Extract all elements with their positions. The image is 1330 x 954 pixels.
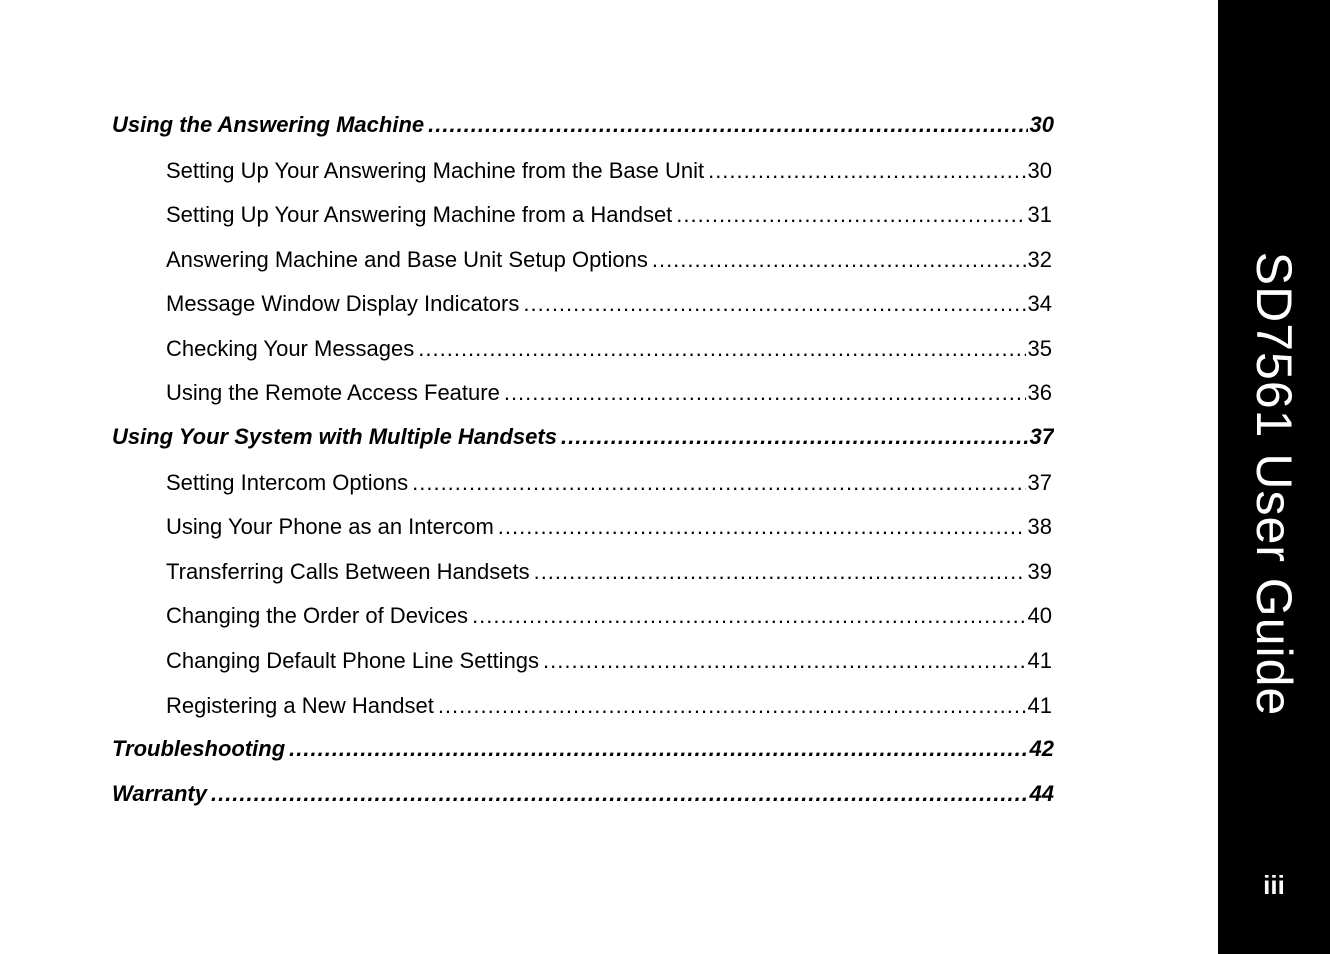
toc-entry-registering-handset[interactable] xyxy=(166,692,1052,720)
toc-entry-page: 30 xyxy=(1027,158,1052,183)
toc-entry-phone-as-intercom[interactable] xyxy=(166,513,1052,541)
toc-entry-page: 37 xyxy=(1027,470,1052,495)
toc-entry-troubleshooting[interactable] xyxy=(112,735,1054,763)
toc-entry-title: Setting Intercom Options xyxy=(166,470,409,495)
toc-entry-page: 35 xyxy=(1027,336,1052,361)
page-number: iii xyxy=(1263,870,1285,900)
toc-entry-page: 34 xyxy=(1027,291,1052,316)
dot-leader xyxy=(498,513,1026,541)
toc-entry-title: Registering a New Handset xyxy=(166,693,434,718)
dot-leader xyxy=(438,692,1026,720)
toc-entry-using-the-answering-machine[interactable] xyxy=(112,111,1054,139)
dot-leader xyxy=(412,469,1025,497)
toc-entry-title: Using the Answering Machine xyxy=(112,112,425,137)
toc-entry-title: Setting Up Your Answering Machine from the Base Unit xyxy=(166,158,705,183)
dot-leader xyxy=(428,111,1027,139)
dot-leader xyxy=(708,157,1025,185)
dot-leader xyxy=(652,246,1026,274)
toc-entry-page: 36 xyxy=(1027,380,1052,405)
toc-entry-title: Changing the Order of Devices xyxy=(166,603,469,628)
toc-entry-remote-access[interactable] xyxy=(166,379,1052,407)
dot-leader xyxy=(418,335,1025,363)
toc-entry-page: 39 xyxy=(1027,559,1052,584)
toc-entry-page: 31 xyxy=(1027,202,1052,227)
toc-entry-title: Using the Remote Access Feature xyxy=(166,380,500,405)
toc-entry-page: 37 xyxy=(1029,424,1054,449)
dot-leader xyxy=(289,735,1027,763)
toc-entry-warranty[interactable] xyxy=(112,780,1054,808)
toc-entry-title: Troubleshooting xyxy=(112,736,286,761)
toc-entry-title: Changing Default Phone Line Settings xyxy=(166,648,540,673)
toc-entry-title: Answering Machine and Base Unit Setup Options xyxy=(166,247,648,272)
toc-entry-default-line-settings[interactable] xyxy=(166,647,1052,675)
toc-entry-page: 38 xyxy=(1027,514,1052,539)
toc-entry-title: Message Window Display Indicators xyxy=(166,291,520,316)
toc-entry-title: Using Your System with Multiple Handsets xyxy=(112,424,557,449)
guide-title: SD7561 User Guide xyxy=(1246,251,1302,717)
toc-entry-title: Warranty xyxy=(112,781,207,806)
toc-entry-title: Transferring Calls Between Handsets xyxy=(166,559,530,584)
dot-leader xyxy=(211,780,1028,808)
toc-entry-setup-options[interactable] xyxy=(166,246,1052,274)
dot-leader xyxy=(534,558,1026,586)
toc-entry-page: 42 xyxy=(1029,736,1054,761)
toc-entry-setting-up-from-base-unit[interactable] xyxy=(166,157,1052,185)
toc-entry-page: 41 xyxy=(1027,693,1052,718)
toc-entry-page: 32 xyxy=(1027,247,1052,272)
dot-leader xyxy=(504,379,1026,407)
dot-leader xyxy=(676,201,1025,229)
toc-entry-page: 40 xyxy=(1027,603,1052,628)
dot-leader xyxy=(472,602,1025,630)
toc-entry-title: Checking Your Messages xyxy=(166,336,415,361)
toc-entry-page: 44 xyxy=(1029,781,1054,806)
toc-entry-transferring-calls[interactable] xyxy=(166,558,1052,586)
dot-leader xyxy=(561,423,1028,451)
toc-entry-page: 30 xyxy=(1029,112,1054,137)
toc-entry-page: 41 xyxy=(1027,648,1052,673)
toc-entry-order-of-devices[interactable] xyxy=(166,602,1052,630)
dot-leader xyxy=(543,647,1025,675)
toc-entry-title: Setting Up Your Answering Machine from a Handset xyxy=(166,202,673,227)
dot-leader xyxy=(523,290,1025,318)
toc-entry-setting-up-from-handset[interactable] xyxy=(166,201,1052,229)
toc-entry-message-window-indicators[interactable] xyxy=(166,290,1052,318)
toc-entry-title: Using Your Phone as an Intercom xyxy=(166,514,494,539)
toc-entry-checking-messages[interactable] xyxy=(166,335,1052,363)
toc-entry-multiple-handsets[interactable] xyxy=(112,423,1054,451)
toc-entry-intercom-options[interactable] xyxy=(166,469,1052,497)
